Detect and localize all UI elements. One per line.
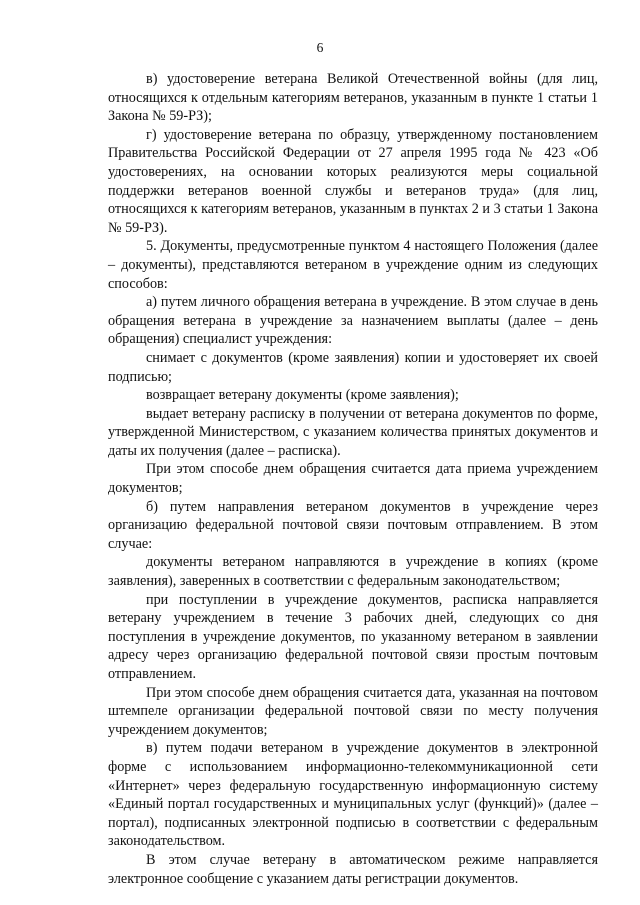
paragraph-method-a: а) путем личного обращения ветерана в учреждение. В этом случае в день обращения ветерана в учреждение за назначением выплаты (далее – день обращения) специалист учреждения: (108, 294, 598, 348)
document-body (108, 70, 598, 888)
paragraph-method-v: в) путем подачи ветераном в учреждение документов в электронной форме с использованием информационно-телекоммуникационной сети «Интернет» через федеральную государственную информационную систему «Единый портал государственных и муниципальных услуг (функций)» (далее – портал), подписанных электронной подписью в соответствии с федеральным законодательством. (108, 740, 598, 850)
paragraph-electronic-message: В этом случае ветерану в автоматическом режиме направляется электронное сообщение с указанием даты регистрации документов. (108, 851, 598, 887)
paragraph-copies: снимает с документов (кроме заявления) копии и удостоверяет их своей подписью; (108, 349, 598, 385)
paragraph-clause-5: 5. Документы, предусмотренные пунктом 4 настоящего Положения (далее – документы), представляются ветераном в учреждение одним из следующих способов: (108, 238, 598, 292)
paragraph-date-method-b: При этом способе днем обращения считается дата, указанная на почтовом штемпеле организации федеральной почтовой связи по месту получения учреждением документов; (108, 684, 598, 738)
paragraph-date-method-a: При этом способе днем обращения считается дата приема учреждением документов; (108, 461, 598, 497)
paragraph-item-g-certificate: г) удостоверение ветерана по образцу, утвержденному постановлением Правительства Российской Федерации от 27 апреля 1995 года № 423 «Об удостоверениях, на основании которых реализуются меры социальной поддержки ветеранов военной службы и ветеранов труда» (для лиц, относящихся к категориям ветеранов, указанным в пунктах 2 и 3 статьи 1 Закона № 59-РЗ). (108, 126, 598, 236)
paragraph-return-documents: возвращает ветерану документы (кроме заявления); (146, 387, 459, 404)
paragraph-item-v-certificate: в) удостоверение ветерана Великой Отечественной войны (для лиц, относящихся к отдельным категориям ветеранов, указанным в пункте 1 статьи 1 Закона № 59-РЗ); (108, 71, 598, 125)
paragraph-method-b: б) путем направления ветераном документов в учреждение через организацию федеральной почтовой связи почтовым отправлением. В этом случае: (108, 498, 598, 552)
paragraph-copies-by-mail: документы ветераном направляются в учреждение в копиях (кроме заявления), заверенных в соответствии с федеральным законодательством; (108, 554, 598, 590)
page-number: 6 (316, 40, 324, 55)
paragraph-receipt: выдает ветерану расписку в получении от ветерана документов по форме, утвержденной Министерством, с указанием количества принятых документов и даты их получения (далее – расписка). (108, 405, 598, 459)
paragraph-receipt-by-mail: при поступлении в учреждение документов, расписка направляется ветерану учреждением в течение 3 рабочих дней, следующих со дня поступления в учреждение документов, по указанному ветераном в заявлении адресу через организацию федеральной почтовой связи простым почтовым отправлением. (108, 591, 598, 682)
